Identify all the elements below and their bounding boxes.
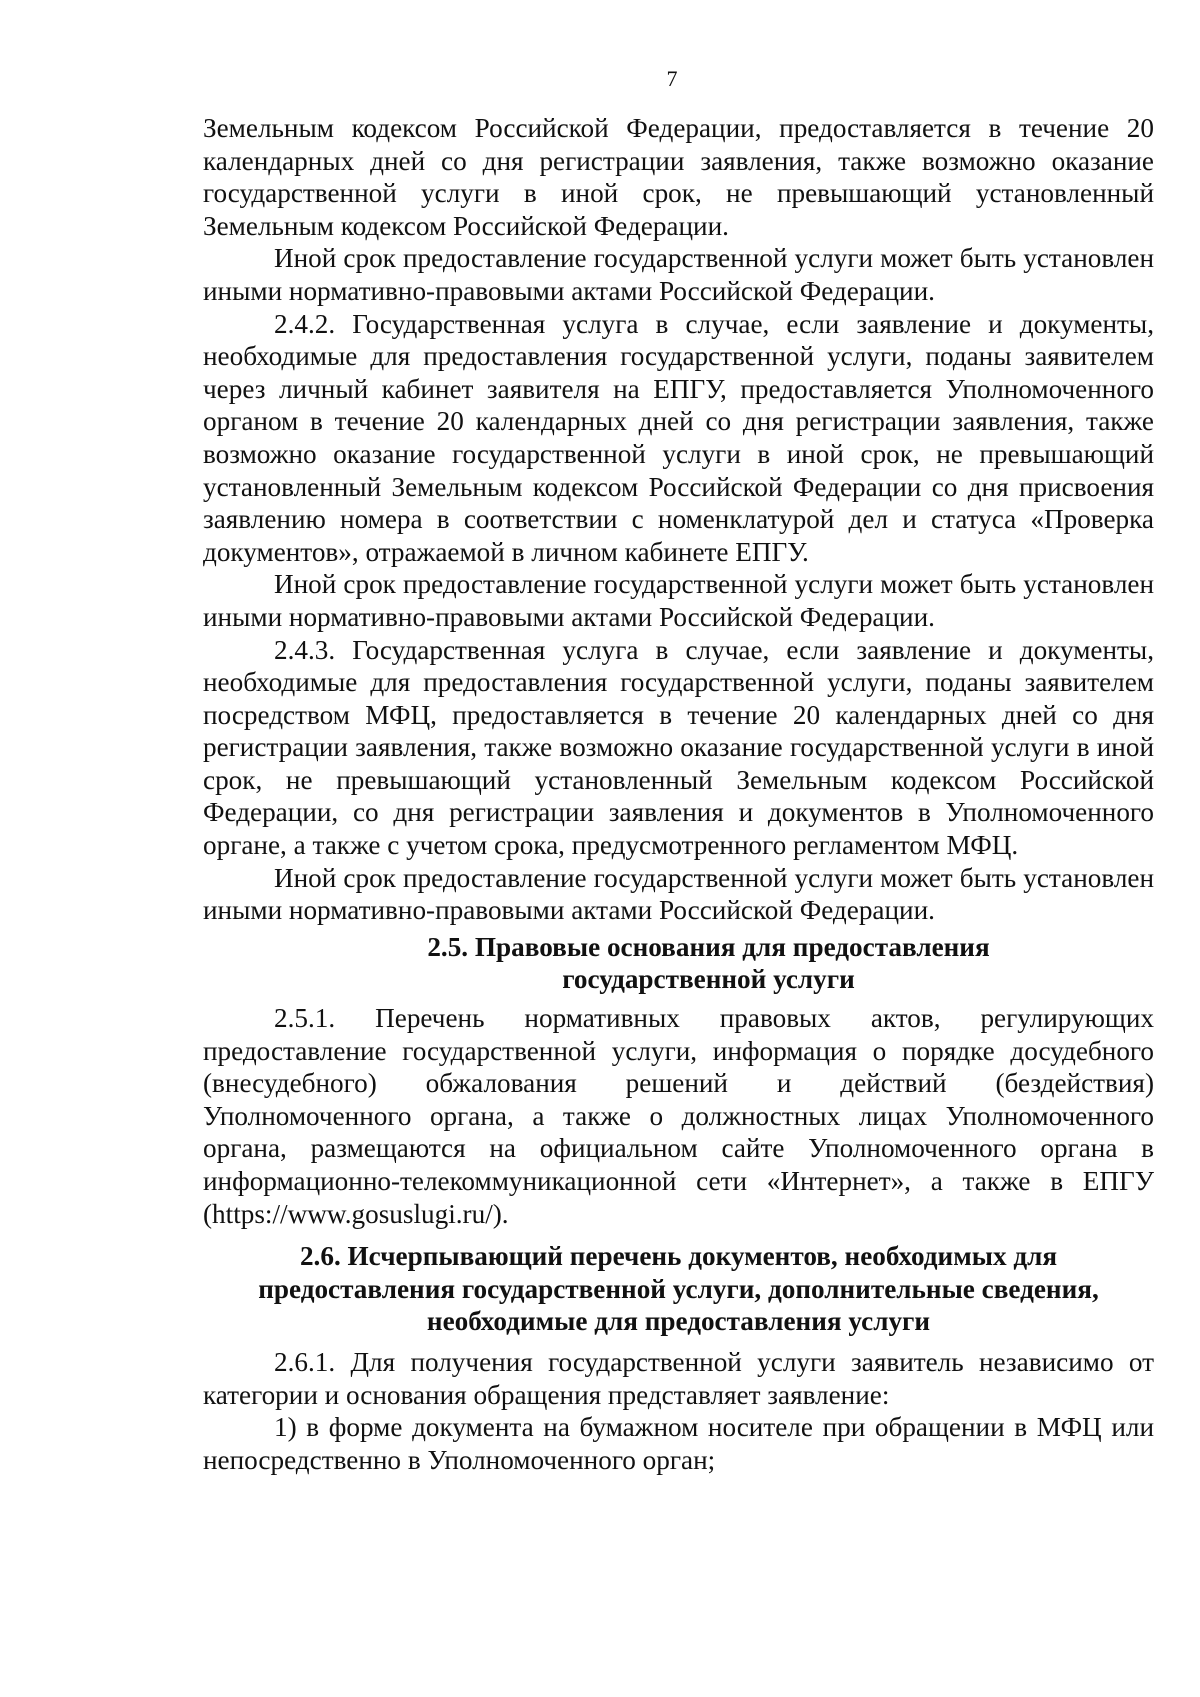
heading-2-6-line-3: необходимые для предоставления услуги: [426, 1306, 931, 1337]
paragraph-2-4-2: 2.4.2. Государственная услуга в случае, если заявление и документы, необходимые для предоставления государственной услуги, поданы заявителем через личный кабинет заявителя на ЕПГУ, предоставляется Уполномоченного органом в течение 20 календарных дней со дня регистрации заявления, также возможно оказание государственной услуги в иной срок, не превышающий установленный Земельным кодексом Российской Федерации со дня присвоения заявлению номера в соответствии с номенклатурой дел и статуса «Проверка документов», отражаемой в личном кабинете ЕПГУ.: [203, 308, 1154, 567]
list-item-1: 1) в форме документа на бумажном носителе при обращении в МФЦ или непосредственно в Уполномоченного орган;: [203, 1412, 1154, 1475]
paragraph-other-term-2: Иной срок предоставление государственной услуги может быть установлен иными нормативно-правовыми актами Российской Федерации.: [203, 569, 1154, 632]
page-number-text: 7: [666, 66, 678, 91]
heading-2-6-line-2: предоставления государственной услуги, дополнительные сведения,: [258, 1273, 1099, 1304]
paragraph-other-term-1: Иной срок предоставление государственной услуги может быть установлен иными нормативно-правовыми актами Российской Федерации.: [203, 243, 1154, 306]
heading-2-6: [203, 1240, 1154, 1338]
heading-2-6-line-1: 2.6. Исчерпывающий перечень документов, необходимых для: [299, 1241, 1058, 1272]
heading-2-5-line-1: 2.5. Правовые основания для предоставления: [427, 931, 990, 962]
page-number: [0, 66, 1200, 92]
paragraph-other-term-3: Иной срок предоставление государственной услуги может быть установлен иными нормативно-правовыми актами Российской Федерации.: [203, 862, 1154, 926]
paragraph-continuation: Земельным кодексом Российской Федерации, предоставляется в течение 20 календарных дней со дня регистрации заявления, также возможно оказание государственной услуги в иной срок, не превышающий установленный Земельным кодексом Российской Федерации.: [203, 113, 1154, 241]
document-body: [203, 112, 1154, 1476]
heading-2-5-line-2: государственной услуги: [562, 964, 855, 995]
heading-2-5: [203, 931, 1154, 996]
paragraph-2-6-1: 2.6.1. Для получения государственной услуги заявитель независимо от категории и основания обращения представляет заявление:: [203, 1346, 1154, 1410]
paragraph-2-4-3: 2.4.3. Государственная услуга в случае, если заявление и документы, необходимые для предоставления государственной услуги, поданы заявителем посредством МФЦ, предоставляется в течение 20 календарных дней со дня регистрации заявления, также возможно оказание государственной услуги в иной срок, не превышающий установленный Земельным кодексом Российской Федерации, со дня регистрации заявления и документов в Уполномоченного органе, а также с учетом срока, предусмотренного регламентом МФЦ.: [203, 634, 1154, 861]
paragraph-2-5-1: 2.5.1. Перечень нормативных правовых актов, регулирующих предоставление государственной услуги, информация о порядке досудебного (внесудебного) обжалования решений и действий (бездействия) Уполномоченного органа, а также о должностных лицах Уполномоченного органа, размещаются на официальном сайте Уполномоченного органа в информационно-телекоммуникационной сети «Интернет», а также в ЕПГУ (https://www.gosuslugi.ru/).: [203, 1003, 1154, 1229]
